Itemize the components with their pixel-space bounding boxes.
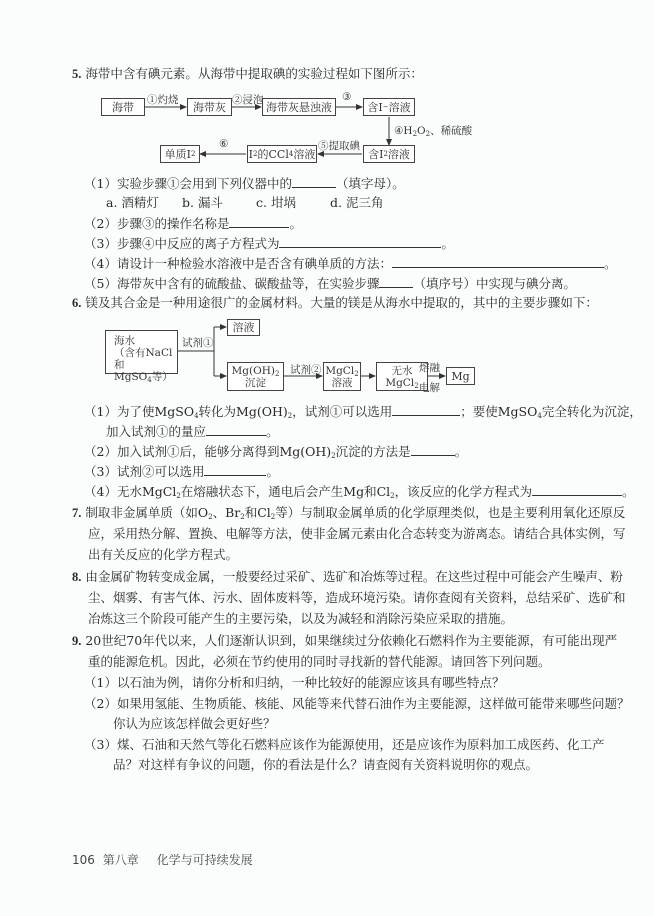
anhydrous-label: 无水 bbox=[391, 364, 413, 377]
option-c: c. 坩埚 bbox=[256, 195, 296, 210]
box-mgoh2-precipitate bbox=[227, 362, 284, 391]
sub-text: 海带灰中含有的硫酸盐、碳酸盐等，在实验步骤 bbox=[116, 276, 380, 291]
sub-text-end: （填字母）。 bbox=[335, 176, 405, 191]
answer-blank[interactable] bbox=[392, 403, 460, 416]
sub-label: （5） bbox=[84, 276, 117, 291]
sub-text: 加入试剂①的量应 bbox=[106, 424, 207, 439]
q9-number: 9. bbox=[72, 634, 82, 648]
q6-sub1: （1）为了使MgSO$_4$转化为$Mg(OH)_2$，试剂①可以选用 ；要使MgSO$_4$完全转化为沉淀， bbox=[84, 404, 642, 420]
sub-label: （4） bbox=[84, 484, 117, 499]
q8-number: 8. bbox=[72, 570, 82, 584]
q7-number: 7. bbox=[72, 506, 82, 520]
sub-label: （1） bbox=[84, 675, 117, 690]
box-mg: Mg bbox=[446, 367, 475, 385]
q6-number: 6. bbox=[72, 296, 82, 310]
answer-blank[interactable] bbox=[411, 443, 455, 456]
step-2-label: ②浸泡 bbox=[232, 94, 264, 106]
step-4-label: $④H_2O_2$、稀硫酸 bbox=[394, 125, 473, 138]
box-seaweed: 海带 bbox=[101, 98, 145, 116]
box-iodine-ccl4: I 2 的CCl 4 溶液 bbox=[247, 145, 317, 163]
chapter-title: 化学与可持续发展 bbox=[156, 853, 253, 867]
anhydrous-formula: MgCl$_2$ bbox=[385, 376, 419, 390]
q6-sub2: （2）加入试剂①后，能够分离得到$Mg(OH)_2$沉淀的方法是 。 bbox=[84, 444, 468, 460]
q8-line-1 bbox=[72, 569, 623, 585]
step-3-label: ③ bbox=[342, 91, 352, 103]
chapter-label: 第八章 bbox=[102, 853, 139, 867]
step-5-label: ⑤提取碘 bbox=[318, 140, 360, 152]
option-b: b. 漏斗 bbox=[182, 195, 223, 210]
q8-line-3: 冶炼这三个阶段可能产生的主要污染，以及为减轻和消除污染应采取的措施。 bbox=[88, 611, 514, 626]
sub-label: （2） bbox=[84, 696, 117, 711]
page-footer bbox=[72, 851, 253, 868]
sub-label: （3） bbox=[84, 464, 117, 479]
q5-stem-text: 海带中含有碘元素。从海带中提取碘的实验过程如下图所示： bbox=[85, 66, 423, 81]
option-a: a. 酒精灯 bbox=[106, 195, 159, 210]
sub-text: 请设计一种检验水溶液中是否含有碘单质的方法： bbox=[116, 256, 392, 271]
sub-text: 步骤③的操作名称是 bbox=[116, 216, 230, 231]
sub-text-end: 。 bbox=[454, 444, 468, 459]
sub-text-end: 。 bbox=[266, 424, 279, 439]
sub-text-end: 。 bbox=[266, 464, 279, 479]
answer-blank[interactable] bbox=[206, 423, 266, 436]
q9-line-1 bbox=[72, 633, 617, 649]
box-seawater bbox=[105, 330, 178, 384]
option-d: d. 泥三角 bbox=[330, 195, 384, 210]
page-number: 106 bbox=[72, 853, 95, 867]
box-iodine-solution: 含I 2 溶液 bbox=[363, 145, 415, 163]
q7-line-1 bbox=[72, 505, 625, 521]
step-1-label: ①灼烧 bbox=[147, 94, 179, 106]
box-elemental-iodine: 单质I 2 bbox=[160, 145, 200, 163]
electrolysis-label: 电解 bbox=[419, 382, 440, 394]
melt-label: 熔融 bbox=[419, 362, 440, 374]
sub-text: 步骤④中反应的离子方程式为 bbox=[116, 236, 280, 251]
sub-label: （2） bbox=[84, 216, 117, 231]
q8-line-2: 尘、烟雾、有害气体、污水、固体废料等，造成环境污染。请你查阅有关资料，总结采矿、选矿和 bbox=[88, 590, 626, 605]
answer-blank[interactable] bbox=[204, 463, 266, 476]
sub-text: 如果用氢能、生物质能、核能、风能等来代替石油作为主要能源，这样做可能带来哪些问题？ bbox=[116, 696, 630, 711]
q9-sub2 bbox=[84, 696, 629, 712]
q7-line-2: 应，采用热分解、置换、电解等方法，使非金属元素由化合态转变为游离态。请结合具体实例，写 bbox=[88, 526, 626, 541]
sub-label: （2） bbox=[84, 444, 117, 459]
q9-sub3-cont: 品？对这样有争议的问题，你的看法是什么？请查阅有关资料说明你的观点。 bbox=[113, 757, 539, 772]
sub-text-end: 。 bbox=[603, 256, 617, 271]
mgcl2-formula: MgCl$_2$ bbox=[325, 364, 359, 378]
box-iodide-solution: 含I − 溶液 bbox=[363, 98, 415, 116]
q6-sub3 bbox=[84, 463, 279, 480]
box-seaweed-ash: 海带灰 bbox=[187, 98, 232, 116]
q5-number: 5. bbox=[72, 67, 82, 81]
seawater-composition-1: （含有NaCl和 bbox=[114, 347, 173, 371]
answer-blank[interactable] bbox=[532, 483, 622, 496]
q6-sub1-cont bbox=[106, 423, 279, 440]
sub-text-end: 。 bbox=[622, 484, 635, 499]
sub-text-end: 。 bbox=[289, 216, 302, 231]
box-solution: 溶液 bbox=[227, 319, 260, 336]
q6-sub4: （4）无水MgCl$_2$在熔融状态下，通电后会产生Mg和$Cl_2$，该反应的化学方程式为 。 bbox=[84, 484, 635, 500]
q9-text: 20世纪70年代以来，人们逐渐认识到，如果继续过分依赖化石燃料作为主要能源，有可能出现严 bbox=[85, 633, 618, 648]
q8-text: 由金属矿物转变成金属，一般要经过采矿、选矿和冶炼等过程。在这些过程中可能会产生噪声、粉 bbox=[85, 569, 623, 584]
sub-label: （3） bbox=[84, 737, 117, 752]
sub-text-end: （填序号）中实现与碘分离。 bbox=[413, 276, 576, 291]
mgcl2-state: 溶液 bbox=[331, 376, 353, 389]
q9-sub1 bbox=[84, 675, 504, 691]
q9-line-2: 重的能源危机。因此，必须在节约使用的同时寻找新的替代能源。请回答下列问题。 bbox=[88, 654, 551, 669]
q9-sub2-cont: 你认为应该怎样做会更好些？ bbox=[113, 716, 276, 731]
seawater-composition-2: MgSO$_4$等） bbox=[114, 371, 173, 384]
reagent1-label: 试剂① bbox=[182, 337, 214, 349]
sub-label: （1） bbox=[84, 404, 117, 419]
sub-label: （1） bbox=[84, 176, 117, 191]
sub-text: 试剂②可以选用 bbox=[116, 464, 205, 479]
q7-line-3: 出有关反应的化学方程式。 bbox=[88, 547, 239, 562]
box-ash-suspension: 海带灰悬浊液 bbox=[262, 98, 336, 116]
sub-text: 煤、石油和天然气等化石燃料应该作为能源使用，还是应该作为原料加工成医药、化工产 bbox=[116, 737, 605, 752]
box-mgcl2-solution bbox=[323, 362, 361, 391]
q9-sub3 bbox=[84, 737, 604, 753]
sub-text: 以石油为例，请你分析和归纳，一种比较好的能源应该具有哪些特点？ bbox=[116, 675, 505, 690]
sub-text-end: 。 bbox=[441, 236, 454, 251]
step-6-label: ⑥ bbox=[219, 138, 229, 150]
reagent2-label: 试剂② bbox=[290, 364, 322, 376]
mgoh2-state: 沉淀 bbox=[245, 376, 266, 389]
sub-text: 实验步骤①会用到下列仪器中的 bbox=[116, 176, 292, 191]
sub-label: （3） bbox=[84, 236, 117, 251]
q7-text: 制取非金属单质（如$O_2$、$Br_2$和$Cl_2$等）与制取金属单质的化学原理类似，也是主要利用氧化还原反 bbox=[85, 505, 626, 521]
q6-stem-text: 镁及其合金是一种用途很广的金属材料。大量的镁是从海水中提取的，其中的主要步骤如下： bbox=[85, 295, 598, 310]
seawater-label: 海水 bbox=[114, 335, 135, 347]
sub-label: （4） bbox=[84, 256, 117, 271]
mgoh2-formula: $Mg(OH)_2$ bbox=[231, 364, 280, 378]
